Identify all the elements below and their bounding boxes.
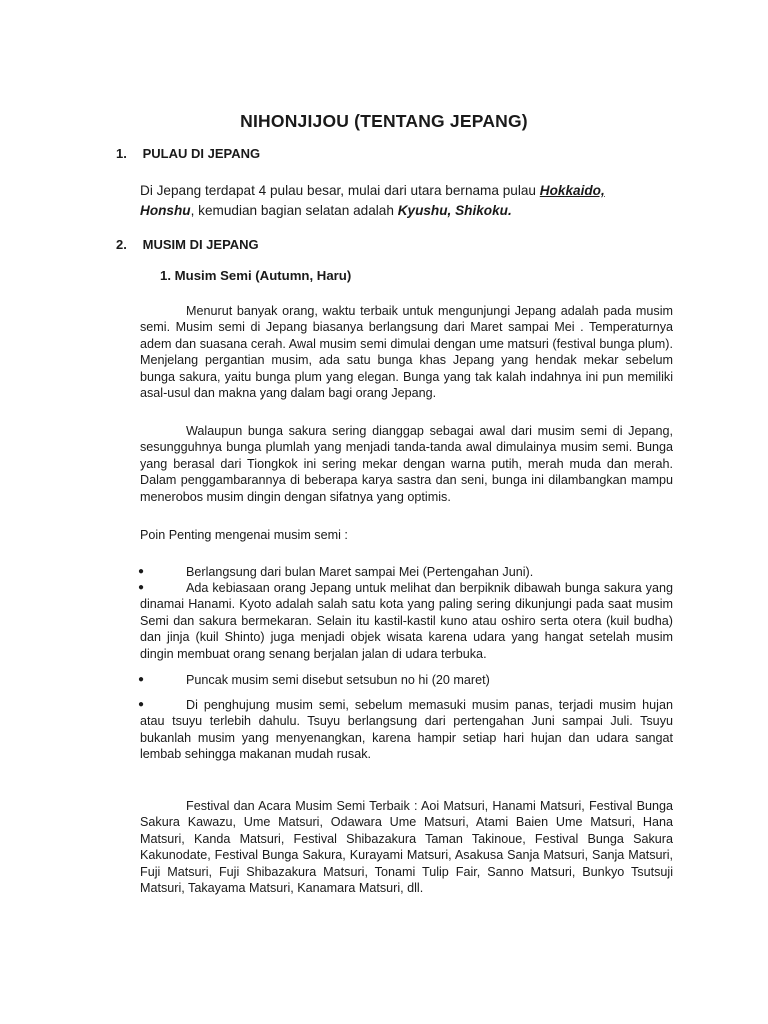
island-kyushu-shikoku: Kyushu, Shikoku. xyxy=(397,203,512,218)
bullet-item-3-text: Puncak musim semi disebut setsubun no hi (20 maret) xyxy=(186,673,490,687)
island-honshu: Honshu xyxy=(140,203,191,218)
section-heading-text: MUSIM DI JEPANG xyxy=(142,237,259,252)
bullet-item-4: Di penghujung musim semi, sebelum memasuki musim panas, terjadi musim hujan atau tsuyu terlebih dahulu. Tsuyu berlangsung dari pertengahan Juni sampai Juli. Tsuyu bukanlah musim yang menyenangkan, karena hampir setiap hari hujan dan udara sangat lembab sehingga makanan mudah rusak. xyxy=(140,698,673,762)
bullet-marker: ● xyxy=(138,582,145,593)
bullet-marker: ● xyxy=(138,699,145,710)
islands-text-middle: , kemudian bagian selatan adalah xyxy=(190,203,398,218)
bullet-item-2: Ada kebiasaan orang Jepang untuk melihat dan berpiknik dibawah bunga sakura yang dinamai Hanami. Kyoto adalah salah satu kota yang paling sering dikunjungi pada saat musim Semi dan sakura bermekaran. Selain itu kastil-kastil kuno atau oshiro serta otera (kuil budha) dan jinja (kuil Shinto) juga menjadi objek wisata karena udara yang hangat setelah musim dingin membuat orang senang berjalan jalan di udara terbuka. xyxy=(140,581,673,661)
paragraph-festival: Festival dan Acara Musim Semi Terbaik : Aoi Matsuri, Hanami Matsuri, Festival Bunga Sakura Kawazu, Ume Matsuri, Odawara Ume Matsuri, Atami Baien Ume Matsuri, Hana Matsuri, Kanda Matsuri, Festival Shibazakura Taman Takinoue, Festival Bunga Sakura Kakunodate, Festival Bunga Sakura, Kurayami Matsuri, Asakusa Sanja Matsuri, Sanja Matsuri, Fuji Matsuri, Fuji Shibazakura Matsuri, Tonami Tulip Fair, Sanno Matsuri, Bunkyo Tsutsuji Matsuri, Takayama Matsuri, Kanamara Matsuri, dll. xyxy=(140,799,673,896)
bullet-item-1 xyxy=(140,564,673,580)
bullet-marker: ● xyxy=(138,566,145,577)
island-hokkaido: Hokkaido, xyxy=(539,183,605,198)
bullet-marker: ● xyxy=(138,674,145,685)
section-heading-text: PULAU DI JEPANG xyxy=(142,146,261,161)
points-heading: Poin Penting mengenai musim semi : xyxy=(140,528,348,542)
section-heading-pulau xyxy=(116,146,260,161)
bullet-item-1-text: Berlangsung dari bulan Maret sampai Mei (Pertengahan Juni). xyxy=(186,565,534,579)
section-number: 2. xyxy=(116,237,127,252)
section-number: 1. xyxy=(116,146,127,161)
islands-text-before: Di Jepang terdapat 4 pulau besar, mulai dari utara bernama pulau xyxy=(140,183,540,198)
islands-paragraph xyxy=(140,181,640,221)
section-heading-musim xyxy=(116,237,259,252)
bullet-item-3 xyxy=(140,672,673,688)
paragraph-musim-semi-1: Menurut banyak orang, waktu terbaik untuk mengunjungi Jepang adalah pada musim semi. Musim semi di Jepang biasanya berlangsung dari Maret sampai Mei . Temperaturnya adem dan suasana cerah. Awal musim semi dimulai dengan ume matsuri (festival bunga plum). Menjelang pergantian musim, ada satu bunga khas Jepang yang hendak mekar sebelum bunga sakura, yaitu bunga plum yang elegan. Bunga yang tak kalah indahnya ini pun memiliki asal-usul dan makna yang dalam bagi orang Jepang. xyxy=(140,304,673,401)
subsection-heading-musim-semi: 1. Musim Semi (Autumn, Haru) xyxy=(160,268,352,283)
paragraph-musim-semi-2: Walaupun bunga sakura sering dianggap sebagai awal dari musim semi di Jepang, sesungguhnya bunga plumlah yang menjadi tanda-tanda awal dimulainya musim semi. Bunga yang berasal dari Tiongkok ini sering mekar dengan warna putih, merah muda dan merah. Dalam penggambarannya di beberapa karya sastra dan seni, bunga ini dilambangkan mampu menerobos musim dingin dengan sifatnya yang optimis. xyxy=(140,424,673,504)
document-title: NIHONJIJOU (TENTANG JEPANG) xyxy=(240,111,528,131)
